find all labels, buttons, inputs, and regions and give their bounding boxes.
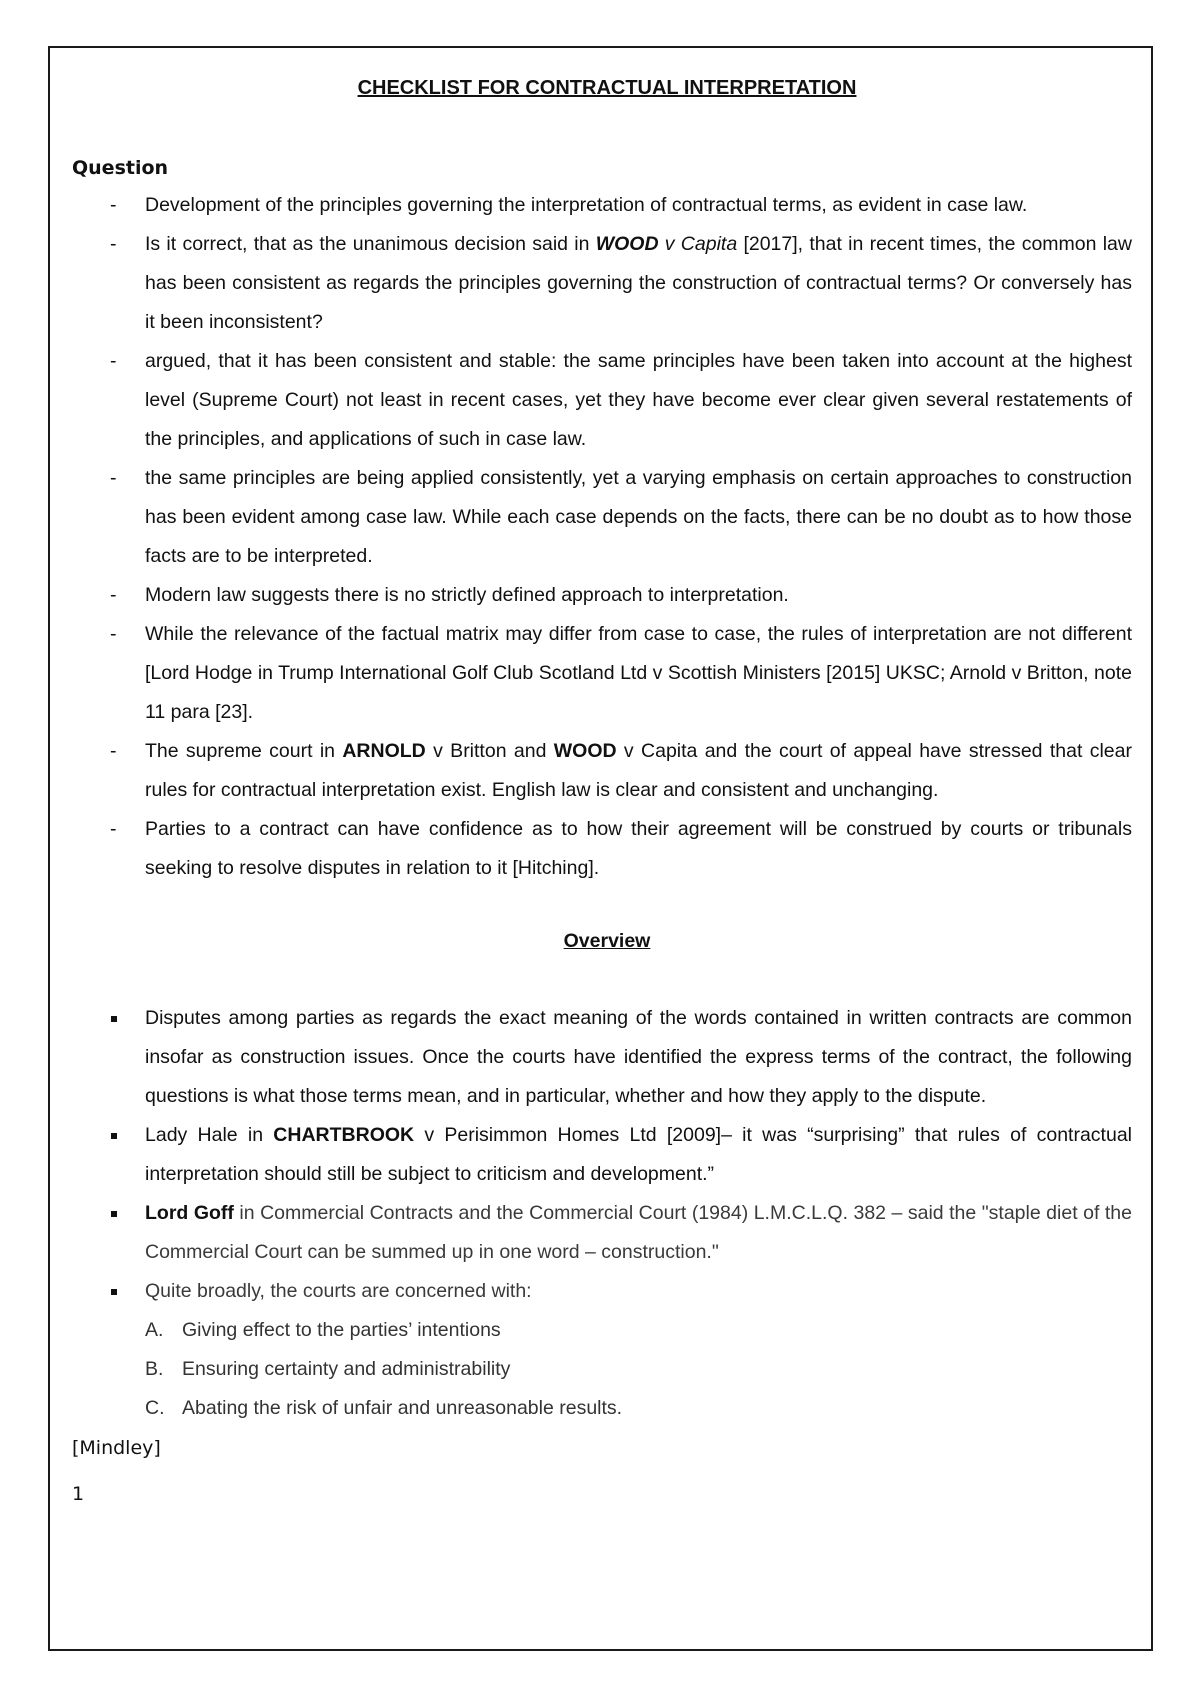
item-text: Disputes among parties as regards the exact meaning of the words contained in written contracts are common insofar as construction issues. Once the courts have identified the express terms of the contract, the following questions is what those terms mean, and in particular, whether and how they apply to the dispute.	[145, 1007, 1132, 1107]
sub-item-a	[72, 1311, 1132, 1350]
question-item-6	[72, 615, 1132, 732]
question-item-3	[72, 342, 1132, 459]
item-text: Quite broadly, the courts are concerned with:	[145, 1280, 532, 1302]
case-name-bold: CHARTBROOK	[273, 1124, 415, 1146]
overview-item-1	[72, 999, 1132, 1116]
question-heading: Question	[72, 157, 169, 179]
sub-item-c	[72, 1389, 1132, 1428]
overview-item-4	[72, 1272, 1132, 1311]
item-text-mid: v Britton and	[425, 740, 554, 762]
case-name-italic: v Capita	[658, 233, 738, 255]
overview-item-3	[72, 1194, 1132, 1272]
item-text-post: v Capita and the court of appeal have stressed that clear rules for contractual interpretation exist. English law is clear and consistent and unchanging.	[145, 740, 1132, 801]
item-text: Modern law suggests there is no strictly defined approach to interpretation.	[145, 584, 789, 606]
case-name-bold: WOOD	[595, 233, 659, 255]
square-bullet-icon	[111, 1133, 117, 1139]
footer-citation: [Mindley]	[72, 1437, 161, 1459]
overview-heading: Overview	[563, 930, 651, 952]
sub-item-b	[72, 1350, 1132, 1389]
document-body	[72, 68, 1132, 1514]
sub-item-marker: B.	[145, 1358, 164, 1380]
item-text: Parties to a contract can have confidence as to how their agreement will be construed by courts or tribunals seeking to resolve disputes in relation to it [Hitching].	[145, 818, 1132, 879]
sub-item-text: Ensuring certainty and administrability	[182, 1358, 511, 1380]
author-name-bold: Lord Goff	[145, 1202, 234, 1224]
document-title: CHECKLIST FOR CONTRACTUAL INTERPRETATION	[357, 77, 857, 99]
item-text-post: in Commercial Contracts and the Commercial Court (1984) L.M.C.L.Q. 382 – said the "staple diet of the Commercial Court can be summed up in one word – construction."	[145, 1202, 1132, 1263]
item-text: argued, that it has been consistent and stable: the same principles have been taken into account at the highest level (Supreme Court) not least in recent cases, yet they have become ever clear given several restatements of the principles, and applications of such in case law.	[145, 350, 1132, 450]
question-item-1	[72, 186, 1132, 225]
question-item-5	[72, 576, 1132, 615]
item-text: While the relevance of the factual matrix may differ from case to case, the rules of interpretation are not different [Lord Hodge in Trump International Golf Club Scotland Ltd v Scottish Ministers [2015] UKSC; Arnold v Britton, note 11 para [23].	[145, 623, 1132, 723]
sub-item-marker: C.	[145, 1397, 165, 1419]
question-item-8	[72, 810, 1132, 888]
square-bullet-icon	[111, 1016, 117, 1022]
page-number: 1	[72, 1483, 85, 1505]
overview-sub-list	[72, 1311, 1132, 1428]
question-list	[72, 186, 1132, 888]
question-item-7	[72, 732, 1132, 810]
sub-item-text: Abating the risk of unfair and unreasonable results.	[182, 1397, 623, 1419]
item-text-post: [2017], that in recent times, the common law has been consistent as regards the principles governing the construction of contractual terms? Or conversely has it been inconsistent?	[145, 233, 1132, 333]
square-bullet-icon	[111, 1289, 117, 1295]
case-name-bold: ARNOLD	[342, 740, 426, 762]
question-item-2	[72, 225, 1132, 342]
sub-item-marker: A.	[145, 1319, 164, 1341]
item-text: Development of the principles governing the interpretation of contractual terms, as evident in case law.	[145, 194, 1028, 216]
item-text-pre: The supreme court in	[145, 740, 343, 762]
case-name-bold: WOOD	[553, 740, 617, 762]
square-bullet-icon	[111, 1211, 117, 1217]
overview-item-2	[72, 1116, 1132, 1194]
question-item-4	[72, 459, 1132, 576]
sub-item-text: Giving effect to the parties’ intentions	[182, 1319, 501, 1341]
item-text-pre: Is it correct, that as the unanimous decision said in	[145, 233, 596, 255]
item-text-pre: Lady Hale in	[145, 1124, 274, 1146]
item-text-post: v Perisimmon Homes Ltd [2009]– it was “surprising” that rules of contractual interpretation should still be subject to criticism and development.”	[145, 1124, 1132, 1185]
item-text: the same principles are being applied consistently, yet a varying emphasis on certain approaches to construction has been evident among case law. While each case depends on the facts, there can be no doubt as to how those facts are to be interpreted.	[145, 467, 1132, 567]
overview-list	[72, 999, 1132, 1311]
